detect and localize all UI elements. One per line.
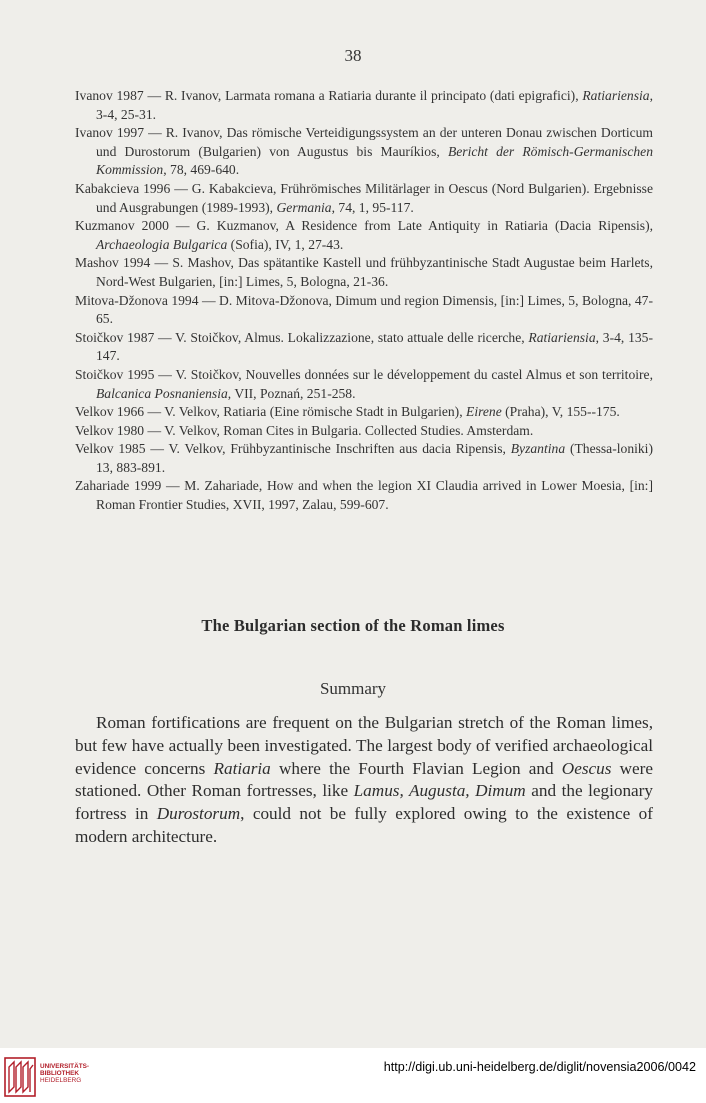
summary-heading: Summary <box>319 679 387 698</box>
library-name-line: BIBLIOTHEK <box>40 1070 80 1077</box>
library-name-line: HEIDELBERG <box>40 1077 82 1084</box>
reference-item: Stoičkov 1995 — V. Stoičkov, Nouvelles données sur le développement du castel Almus et son territoire, Balcanica Posnaniensia, VII, Poznań, 251-258. <box>75 366 653 401</box>
source-url-link[interactable]: http://digi.ub.uni-heidelberg.de/diglit/novensia2006/0042 <box>383 1060 696 1074</box>
reference-item: Kuzmanov 2000 — G. Kuzmanov, A Residence from Late Antiquity in Ratiaria (Dacia Ripensis), Archaeologia Bulgarica (Sofia), IV, 1, 27-43. <box>75 218 653 252</box>
reference-item: Velkov 1980 — V. Velkov, Roman Cites in Bulgaria. Collected Studies. Amsterdam. <box>75 422 534 438</box>
library-name <box>40 1063 89 1084</box>
footer-bar <box>0 1048 706 1103</box>
reference-item: Velkov 1985 — V. Velkov, Frühbyzantinische Inschriften aus dacia Ripensis, Byzantina (Thessa-loniki) 13, 883-891. <box>75 441 653 475</box>
summary-paragraph: Roman fortifications are frequent on the Bulgarian stretch of the Roman limes, but few have actually been investigated. The largest body of verified archaeological evidence concerns Ratiaria where the Fourth Flavian Legion and Oescus were stationed. Other Roman fortresses, like Lamus, Augusta, Dimum and the legionary fortress in Durostorum, could not be fully explored owing to the existence of modern architecture. <box>75 713 653 846</box>
page-number: 38 <box>344 46 362 65</box>
reference-item: Zahariade 1999 — M. Zahariade, How and when the legion XI Claudia arrived in Lower Moesia, [in:] Roman Frontier Studies, XVII, 1997, Zalau, 599-607. <box>75 478 653 513</box>
section-title: The Bulgarian section of the Roman limes <box>201 616 505 635</box>
reference-item: Mitova-Džonova 1994 — D. Mitova-Džonova, Dimum und region Dimensis, [in:] Limes, 5, Bologna, 47-65. <box>75 292 653 327</box>
reference-item: Ivanov 1987 — R. Ivanov, Larmata romana a Ratiaria durante il principato (dati epigrafici), Ratiariensia, 3-4, 25-31. <box>75 88 653 122</box>
reference-item: Kabakcieva 1996 — G. Kabakcieva, Frührömisches Militärlager in Oescus (Nord Bulgarien). Ergebnisse und Ausgrabungen (1989-1993), Germania, 74, 1, 95-117. <box>75 180 653 215</box>
reference-item: Mashov 1994 — S. Mashov, Das spätantike Kastell und frühbyzantinische Stadt Augustae beim Harlets, Nord-West Bulgarien, [in:] Limes, 5, Bologna, 21-36. <box>75 255 653 289</box>
reference-item: Velkov 1966 — V. Velkov, Ratiaria (Eine römische Stadt in Bulgarien), Eirene (Praha), V, 155--175. <box>75 404 620 420</box>
reference-item: Stoičkov 1987 — V. Stoičkov, Almus. Lokalizzazione, stato attuale delle ricerche, Ratiariensia, 3-4, 135-147. <box>75 329 653 364</box>
bibliography-list <box>75 87 653 515</box>
library-name-line: UNIVERSITÄTS- <box>40 1063 89 1070</box>
reference-item: Ivanov 1997 — R. Ivanov, Das römische Verteidigungssystem an der unteren Donau zwischen Dorticum und Durostorum (Bulgarien) von Augustus bis Mauríkios, Bericht der Römisch-Germanischen Kommission, 78, 469-640. <box>75 125 653 178</box>
university-library-logo-icon[interactable] <box>4 1057 36 1097</box>
